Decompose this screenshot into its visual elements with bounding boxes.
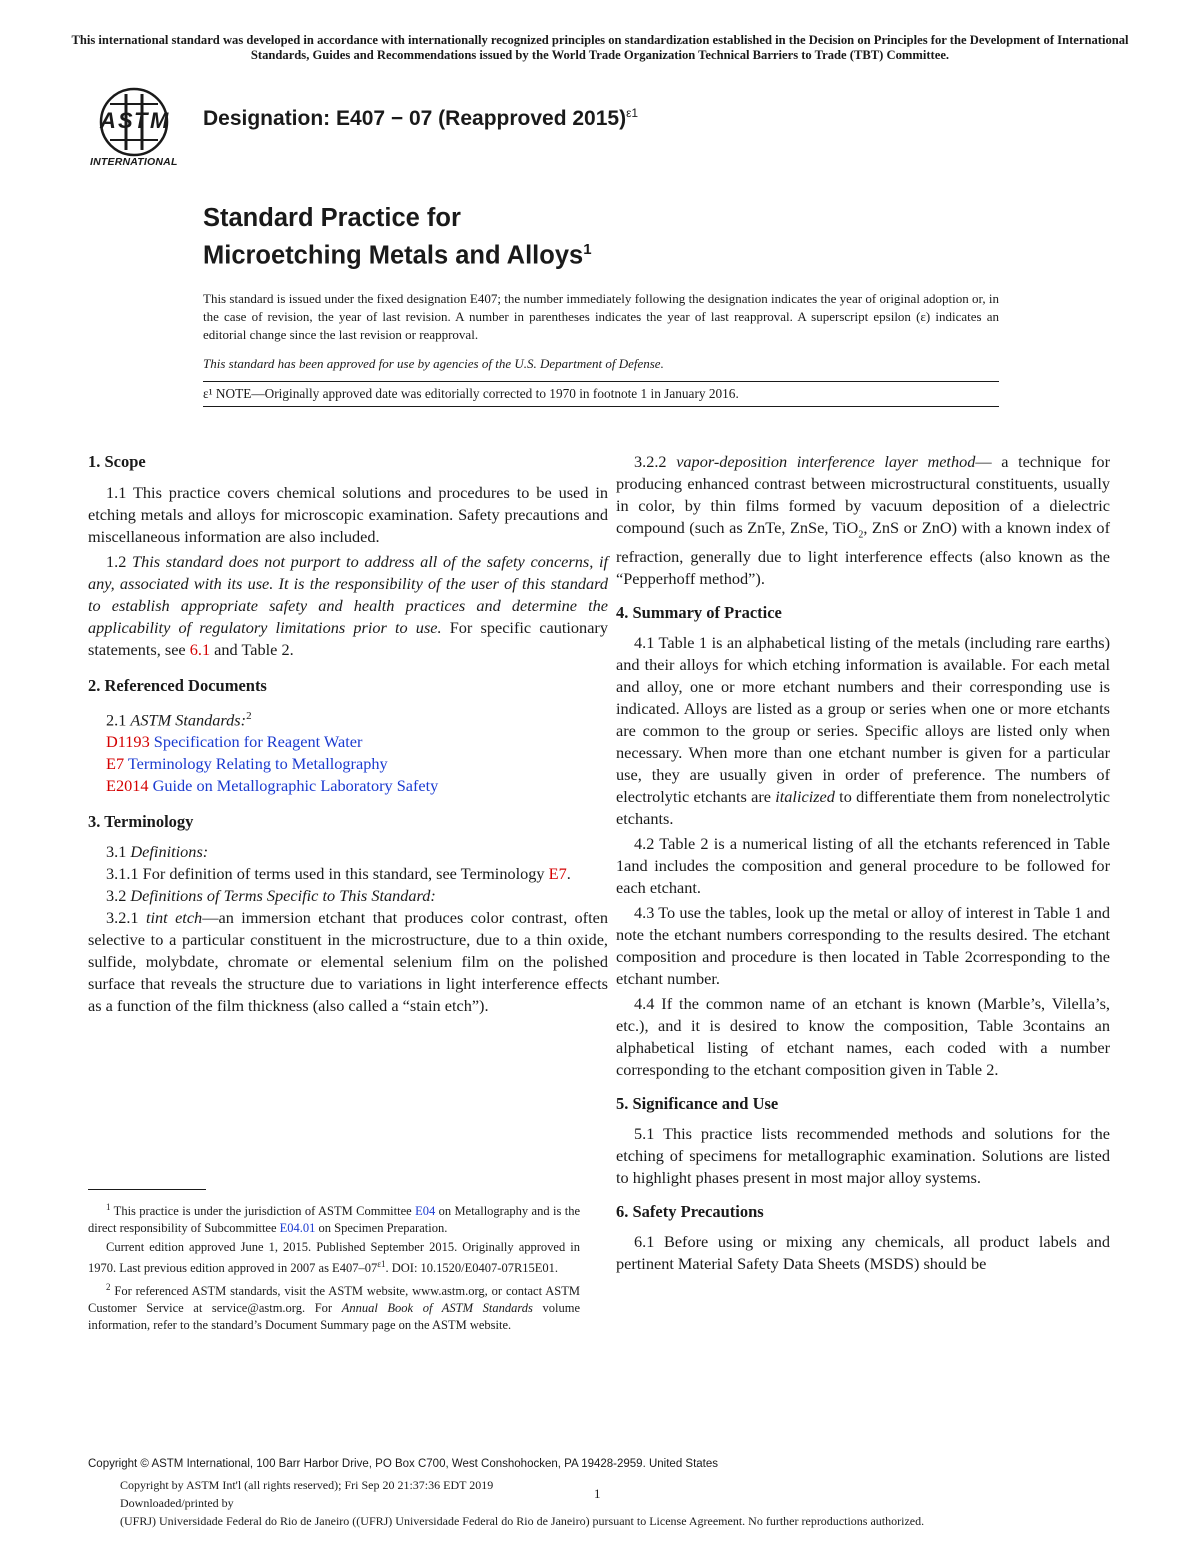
- para-1-2: 1.2 This standard does not purport to address all of the safety concerns, if any, associated with its use. It is the responsibility of the user of this standard to establish appropriate safety and health practices and determine the applicability of regulatory limitations prior to use. For specific cautionary statements, see 6.1 and Table 2.: [88, 552, 608, 659]
- designation-text: Designation: E407 − 07 (Reapproved 2015): [203, 107, 627, 130]
- standard-notice: This standard is issued under the fixed designation E407; the number immediately following the designation indicates the year of original adoption or, in the case of revision, the year of last revision. A number in parentheses indicates the year of last reapproval. A superscript epsilon (ε) indicates an editorial change since the last revision or reapproval.: [203, 291, 999, 342]
- document-title: [203, 203, 592, 272]
- para-4-4: 4.4 If the common name of an etchant is known (Marble’s, Vilella’s, etc.), and it is desired to know the composition, Table 3contains an alphabetical listing of etchant names, each coded with a number corresponding to the etchant composition given in Table 2.: [616, 994, 1110, 1080]
- designation-mark: ε1: [626, 106, 639, 120]
- footnote-2: $^2$ For referenced ASTM standards, visit the ASTM website, www.astm.org, or contact ASTM Customer Service at service@astm.org. For Annual Book of ASTM Standards volume information, refer to the standard’s Document Summary page on the ASTM website.: [88, 1282, 581, 1333]
- title-footnote-ref: 1: [583, 241, 592, 258]
- footer-license-line-2: Downloaded/printed by: [120, 1496, 234, 1510]
- para-3-1: 3.1 Definitions:: [106, 842, 209, 862]
- divider-bottom: [203, 406, 999, 407]
- footer-license-line-1: Copyright by ASTM Int'l (all rights reserved); Fri Sep 20 21:37:36 EDT 2019: [120, 1478, 494, 1492]
- link-6-1[interactable]: 6.1: [189, 640, 211, 659]
- svg-text:M: M: [150, 108, 169, 133]
- section-heading-scope: 1. Scope: [88, 452, 146, 471]
- svg-text:S: S: [118, 108, 133, 133]
- epsilon-note: ε¹ NOTE—Originally approved date was editorially corrected to 1970 in footnote 1 in January 2016.: [203, 386, 739, 401]
- link-e04[interactable]: E04: [415, 1204, 436, 1219]
- page-number: 1: [594, 1486, 601, 1501]
- footer-license-line-3: (UFRJ) Universidade Federal do Rio de Janeiro ((UFRJ) Universidade Federal do Rio de Janeiro) pursuant to License Agreement. No further reproductions authorized.: [120, 1514, 925, 1528]
- para-3-2-1: 3.2.1 tint etch—an immersion etchant that produces color contrast, often selective to a particular constituent in the microstructure, due to a thin oxide, sulfide, molybdate, chromate or elemental selenium film on the polished surface that reveals the structure due to variations in light interference effects as a function of the film thickness (also called a “stain etch”).: [88, 908, 608, 1016]
- section-heading-referenced-documents: 2. Referenced Documents: [88, 676, 267, 695]
- section-heading-summary: 4. Summary of Practice: [616, 603, 782, 623]
- para-3-1-1: 3.1.1 For definition of terms used in this standard, see Terminology E7.: [106, 864, 571, 884]
- ref-e2014[interactable]: E2014 Guide on Metallographic Laboratory Safety: [106, 776, 439, 796]
- link-e7[interactable]: E7: [548, 864, 567, 884]
- para-4-2: 4.2 Table 2 is a numerical listing of all the etchants referenced in Table 1and includes the composition and general procedure to be followed for each etchant.: [616, 834, 1110, 898]
- dod-notice: This standard has been approved for use by agencies of the U.S. Department of Defense.: [203, 356, 664, 371]
- section-heading-terminology: 3. Terminology: [88, 812, 194, 832]
- footnotes: [88, 1199, 580, 1334]
- designation: [203, 106, 638, 131]
- section-heading-significance: 5. Significance and Use: [616, 1094, 779, 1114]
- astm-logo: [88, 86, 192, 172]
- left-column: [88, 451, 608, 1017]
- logo-text: INTERNATIONAL: [90, 156, 178, 168]
- svg-text:T: T: [134, 108, 148, 133]
- title-line-1: Standard Practice for: [203, 204, 461, 232]
- footnote-divider: [88, 1189, 206, 1190]
- link-e04-01[interactable]: E04.01: [279, 1221, 316, 1236]
- footnote-1-edition: Current edition approved June 1, 2015. Published September 2015. Originally approved in 1970. Last previous edition approved in 2007 as $E407-07^{\varepsilon 1}$. DOI: 10.1520/E0407-07R15E01.: [88, 1240, 580, 1276]
- footer-copyright: Copyright © ASTM International, 100 Barr Harbor Drive, PO Box C700, West Conshohocken, PA 19428-2959. United States: [88, 1458, 719, 1470]
- svg-text:A: A: [100, 108, 116, 133]
- ref-e7[interactable]: E7 Terminology Relating to Metallography: [106, 754, 388, 774]
- top-notice: This international standard was developed in accordance with internationally recognized principles on standardization established in the Decision on Principles for the Development of International Standards, Guides and Recommendations issued by the World Trade Organization Technical Barriers to Trade (TBT) Committee.: [71, 33, 1129, 62]
- para-4-3: 4.3 To use the tables, look up the metal or alloy of interest in Table 1 and note the etchant numbers corresponding to the results desired. The etchant composition and procedure is then located in Table 2corresponding to the etchant number.: [616, 903, 1110, 989]
- para-2-1: 2.1 ASTM Standards:$^2$: [106, 710, 252, 730]
- divider-top: [203, 381, 999, 382]
- para-3-2-2: 3.2.2 vapor-deposition interference layer method— a technique for producing enhanced contrast between microstructural constituents, usually in color, by thin films formed by vacuum deposition of a dielectric compound (such as ZnTe, ZnSe, TiO$_2$, ZnS or ZnO) with a known index of refraction, generally due to light interference effects (also known as the “Pepperhoff method”).: [616, 452, 1110, 589]
- right-column: [616, 451, 1110, 1275]
- footnote-1: $^1$ This practice is under the jurisdiction of ASTM Committee E04 on Metallography and is the direct responsibility of Subcommittee E04.01 on Specimen Preparation.: [88, 1202, 580, 1236]
- para-3-2: 3.2 Definitions of Terms Specific to This Standard:: [106, 886, 436, 906]
- para-5-1: 5.1 This practice lists recommended methods and solutions for the etching of specimens for metallographic examination. Solutions are listed to highlight phases present in most major alloy systems.: [616, 1124, 1110, 1188]
- title-line-2: Microetching Metals and Alloys: [203, 241, 584, 270]
- para-1-1: 1.1 This practice covers chemical solutions and procedures to be used in etching metals and alloys for microscopic examination. Safety precautions and miscellaneous information are also included.: [88, 483, 608, 546]
- ref-d1193[interactable]: D1193 Specification for Reagent Water: [106, 732, 363, 752]
- para-4-1: 4.1 Table 1 is an alphabetical listing of the metals (including rare earths) and their alloys for which etching information is available. For each metal and alloy, one or more etchant numbers and their corresponding use is indicated. Alloys are listed as a group or series when one or more etchants are common to the group or series. Specific alloys are listed only when necessary. When more than one etchant number is given for a particular use, they are usually given in order of preference. The numbers of electrolytic etchants are italicized to differentiate them from nonelectrolytic etchants.: [616, 633, 1110, 829]
- para-6-1: 6.1 Before using or mixing any chemicals, all product labels and pertinent Material Safety Data Sheets (MSDS) should be: [616, 1232, 1110, 1274]
- section-heading-safety: 6. Safety Precautions: [616, 1202, 764, 1222]
